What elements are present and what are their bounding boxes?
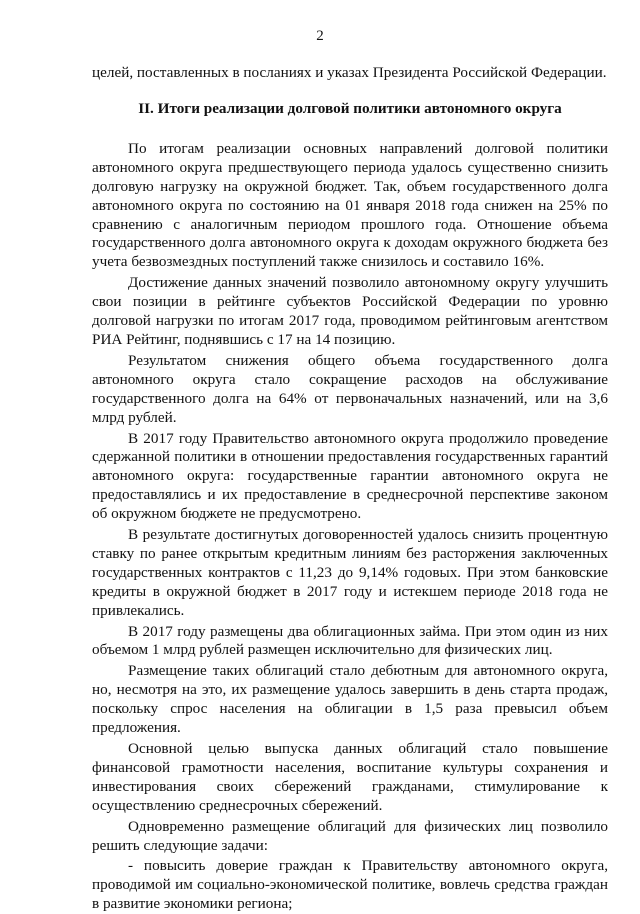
paragraph-debt-load: По итогам реализации основных направлений долговой политики автономного округа предшествующего периода удалось существенно снизить долговую нагрузку на окружной бюджет. Так, объем государственного долга автономного округа по состоянию на 01 января 2018 года снижен на 25% по сравнению с аналогичным периодом прошлого года. Отношение объема государственного долга автономного округа к доходам окружного бюджета без учета безвозмездных поступлений также снизилось и составило 16%. <box>92 139 608 271</box>
paragraph-continuation: целей, поставленных в посланиях и указах Президента Российской Федерации. <box>92 64 607 81</box>
paragraph-rating: Достижение данных значений позволило автономному округу улучшить свои позиции в рейтинге субъектов Российской Федерации по уровню долговой нагрузки по итогам 2017 года, проводимом рейтинговым агентством РИА Рейтинг, поднявшись с 17 на 14 позицию. <box>92 274 608 348</box>
paragraph-servicing-costs: Результатом снижения общего объема государственного долга автономного округа стало сокращение расходов на обслуживание государственного долга на 64% от первоначальных назначений, или на 3,6 млрд рублей. <box>92 351 608 426</box>
paragraph-guarantees: В 2017 году Правительство автономного округа продолжило проведение сдержанной политики в отношении предоставления государственных гарантий автономного округа: государственные гарантии автономного округа не предоставлялись и их предоставление в среднесрочной перспективе законом об окружном бюджете не предусмотрено. <box>92 429 608 523</box>
section-heading: II. Итоги реализации долговой политики автономного округа <box>138 99 562 117</box>
document-body <box>92 64 608 914</box>
paragraph-issue-goal: Основной целью выпуска данных облигаций стало повышение финансовой грамотности населения, воспитание культуры сохранения и инвестирования своих сбережений гражданами, стимулирование к осуществлению среднесрочных сбережений. <box>92 740 608 814</box>
paragraph-bond-issues: В 2017 году размещены два облигационных займа. При этом один из них объемом 1 млрд рублей размещен исключительно для физических лиц. <box>92 622 608 659</box>
paragraph-debut-placement: Размещение таких облигаций стало дебютным для автономного округа, но, несмотря на это, их размещение удалось завершить в день старта продаж, поскольку спрос населения на облигации в 1,5 раза превысил объем предложения. <box>92 662 608 737</box>
paragraph-tasks-intro: Одновременно размещение облигаций для физических лиц позволило решить следующие задачи: <box>92 817 608 854</box>
paragraph-task-trust: - повысить доверие граждан к Правительству автономного округа, проводимой им социально-экономической политике, вовлечь средства граждан в развитие экономики региона; <box>92 857 608 913</box>
page-number: 2 <box>316 28 324 44</box>
paragraph-interest-rate: В результате достигнутых договоренностей удалось снизить процентную ставку по ранее открытым кредитным линиям без расторжения заключенных государственных контрактов с 11,23 до 9,14% годовых. При этом банковские кредиты в окружной бюджет в 2017 году и истекшем периоде 2018 года не привлекались. <box>92 526 608 619</box>
